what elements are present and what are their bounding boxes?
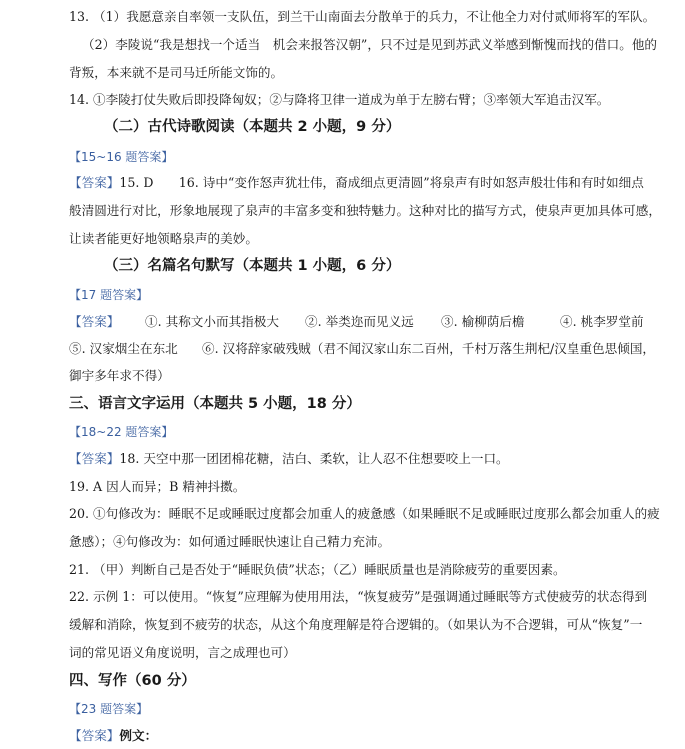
tag-15-16: 【15~16 题答案】 <box>69 150 174 164</box>
q17-item-3: ③. 榆柳荫后檐 <box>441 314 525 329</box>
q17-line-1 <box>69 314 119 330</box>
q14-answer: 14. ①李陵打仗失败后即投降匈奴；②与降将卫律一道成为单于左膀右臂；③率领大军追击汉军。 <box>69 92 610 107</box>
tag-18-22: 【18~22 题答案】 <box>69 425 174 439</box>
q17-line-3: 御宇多年求不得） <box>69 368 170 383</box>
q18-text: 18. 天空中那一团团棉花糖，洁白、柔软，让人忍不住想要咬上一口。 <box>119 451 509 466</box>
part-4-title: 四、写作（60 分） <box>69 673 196 689</box>
q17-item-1: ①. 其称文小而其指极大 <box>145 314 279 329</box>
tag-17: 【17 题答案】 <box>69 288 149 302</box>
tag-23: 【23 题答案】 <box>69 702 149 716</box>
q17-item-2: ②. 举类迩而见义远 <box>305 314 414 329</box>
q13-line-1: 13. （1）我愿意亲自率领一支队伍，到兰干山南面去分散单于的兵力，不让他全力对付贰师将军的军队。 <box>69 9 656 24</box>
part-3-title: 三、语言文字运用（本题共 5 小题，18 分） <box>69 396 361 412</box>
answer-label: 【答案】 <box>69 728 120 743</box>
q17-item-5: ⑤. 汉家烟尘在东北 <box>69 341 178 356</box>
q20-line-1: 20. ①句修改为：睡眠不足或睡眠过度都会加重人的疲惫感（如果睡眠不足或睡眠过度那么都会加重人的疲 <box>69 506 660 521</box>
q23-text: 例文： <box>119 728 158 743</box>
q22-line-2: 缓解和消除，恢复到不疲劳的状态，从这个角度理解是符合逻辑的。（如果认为不合逻辑，可从“恢复”一 <box>69 617 643 632</box>
answer-label: 【答案】 <box>69 314 120 329</box>
q22-line-1: 22. 示例 1：可以使用。“恢复”应理解为使用用法，“恢复疲劳”是强调通过睡眠等方式使疲劳的状态得到 <box>69 589 648 604</box>
q15-16-line-1-text: 15. D 16. 诗中“变作怒声犹壮伟，裔成细点更清圆”将泉声有时如怒声般壮伟和有时如细点 <box>119 175 644 190</box>
q22-line-3: 词的常见语义角度说明，言之成理也可） <box>69 645 296 660</box>
answer-label: 【答案】 <box>69 451 120 466</box>
q15-16-line-3: 让读者能更好地领略泉声的美妙。 <box>69 231 258 246</box>
q15-16-line-2: 般清圆进行对比，形象地展现了泉声的丰富多变和独特魅力。这种对比的描写方式，使泉声更加具体可感， <box>69 203 661 218</box>
section-3-title: （三）名篇名句默写（本题共 1 小题，6 分） <box>104 258 401 274</box>
q17-item-4: ④. 桃李罗堂前 <box>560 314 644 329</box>
answer-label: 【答案】 <box>69 175 120 190</box>
q17-item-6: ⑥. 汉将辞家破残贼（君不闻汉家山东二百州，千村万落生荆杞/汉皇重色思倾国， <box>202 341 656 356</box>
q20-line-2: 惫感）；④句修改为：如何通过睡眠快速让自己精力充沛。 <box>69 534 391 549</box>
q21-answer: 21. （甲）判断自己是否处于“睡眠负债”状态；（乙）睡眠质量也是消除疲劳的重要因素。 <box>69 562 566 577</box>
q23-answer <box>69 728 157 744</box>
q13-line-2: （2）李陵说“我是想找一个适当 机会来报答汉朝”，只不过是见到苏武义举感到惭愧而找的借口。他的 <box>82 37 658 52</box>
q13-line-3: 背叛，本来就不是司马迁所能文饰的。 <box>69 65 284 80</box>
q18-answer <box>69 451 509 467</box>
q15-16-line-1 <box>69 175 644 191</box>
q19-answer: 19. A 因人而异；B 精神抖擞。 <box>69 479 246 494</box>
section-2-title: （二）古代诗歌阅读（本题共 2 小题，9 分） <box>104 119 401 135</box>
